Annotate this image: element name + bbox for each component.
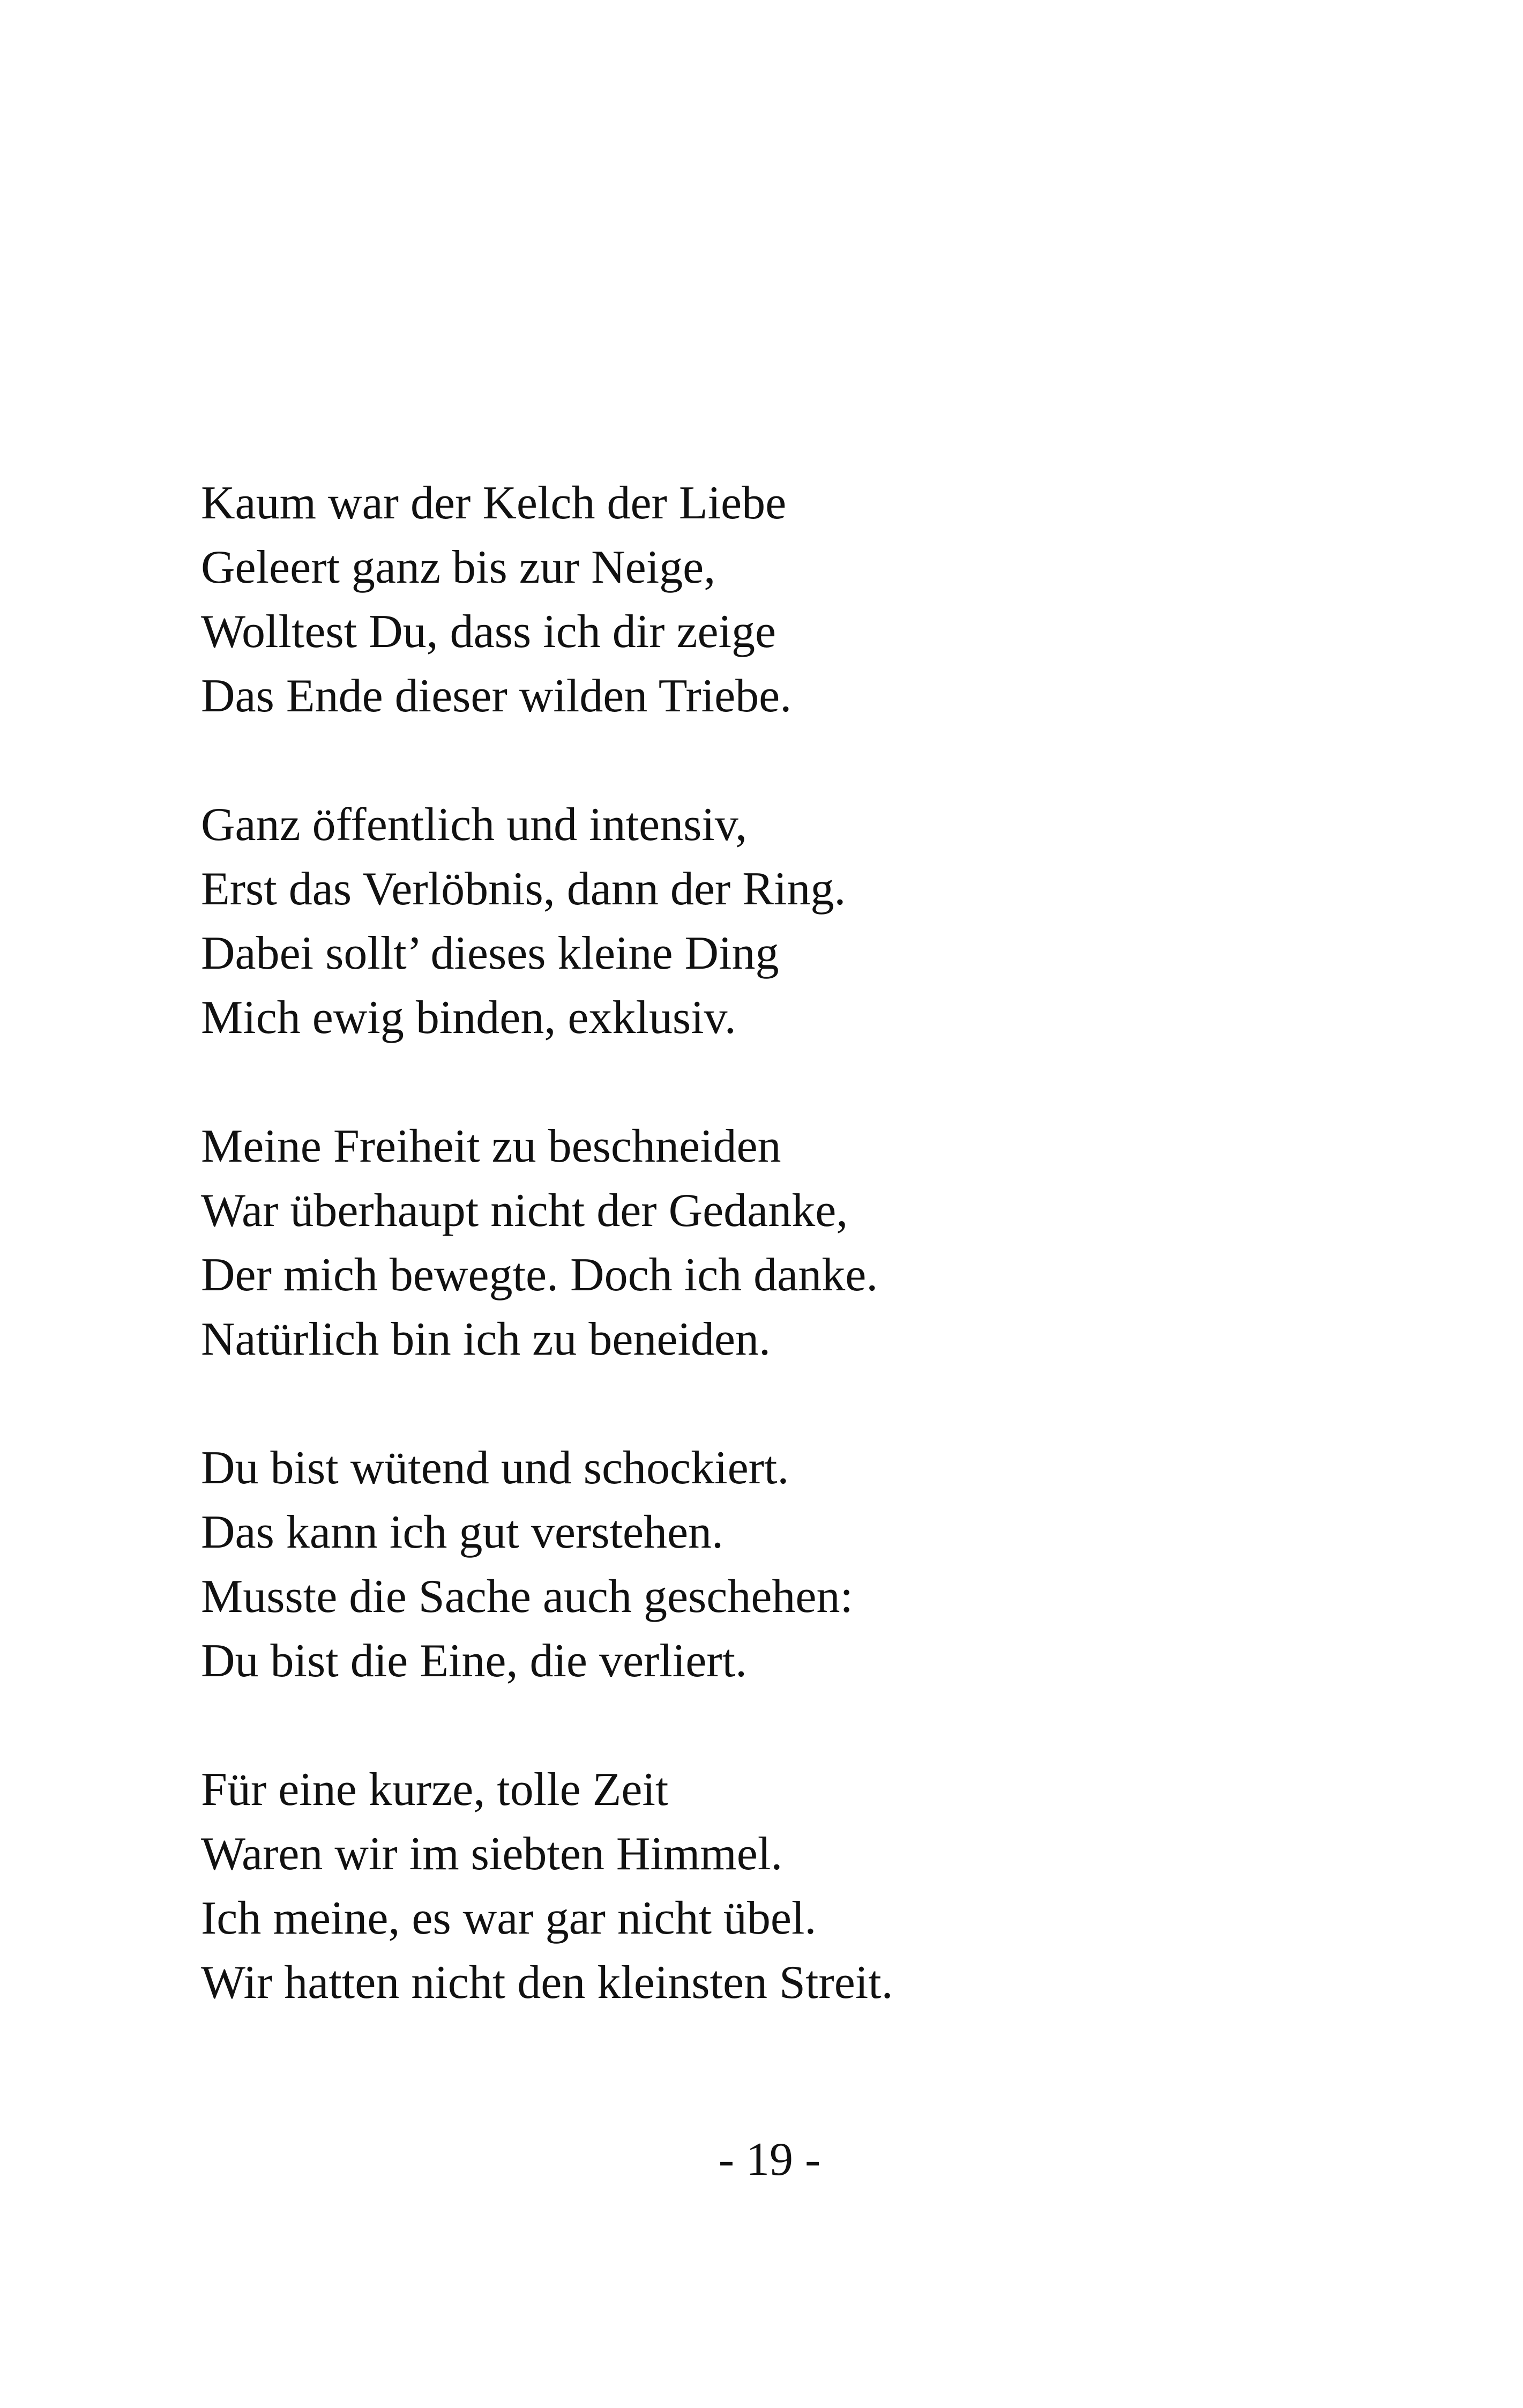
poem-line: Wolltest Du, dass ich dir zeige <box>201 606 777 658</box>
poem-line: Musste die Sache auch geschehen: <box>201 1571 853 1623</box>
poem-line: Geleert ganz bis zur Neige, <box>201 541 716 593</box>
poem-line: Für eine kurze, tolle Zeit <box>201 1764 669 1816</box>
poem-line: Natürlich bin ich zu beneiden. <box>201 1313 771 1365</box>
poem-line: Mich ewig binden, exklusiv. <box>201 992 736 1044</box>
poem-line: Kaum war der Kelch der Liebe <box>201 477 787 529</box>
poem-line: Meine Freiheit zu beschneiden <box>201 1120 781 1172</box>
poem-line: War überhaupt nicht der Gedanke, <box>201 1185 848 1237</box>
poem-line: Der mich bewegte. Doch ich danke. <box>201 1249 878 1301</box>
poem-line: Du bist wütend und schockiert. <box>201 1442 789 1494</box>
poem-line: Erst das Verlöbnis, dann der Ring. <box>201 863 846 915</box>
poem-line: Ich meine, es war gar nicht übel. <box>201 1892 817 1944</box>
poem-line: Waren wir im siebten Himmel. <box>201 1828 783 1880</box>
page-number: - 19 - <box>718 2134 821 2186</box>
poem-line: Das kann ich gut verstehen. <box>201 1506 724 1558</box>
poem-line: Dabei sollt’ dieses kleine Ding <box>201 927 779 979</box>
poem-line: Wir hatten nicht den kleinsten Streit. <box>201 1957 893 2009</box>
poem-line: Du bist die Eine, die verliert. <box>201 1635 748 1687</box>
poem-line: Ganz öffentlich und intensiv, <box>201 799 748 851</box>
poem-line: Das Ende dieser wilden Triebe. <box>201 670 792 722</box>
